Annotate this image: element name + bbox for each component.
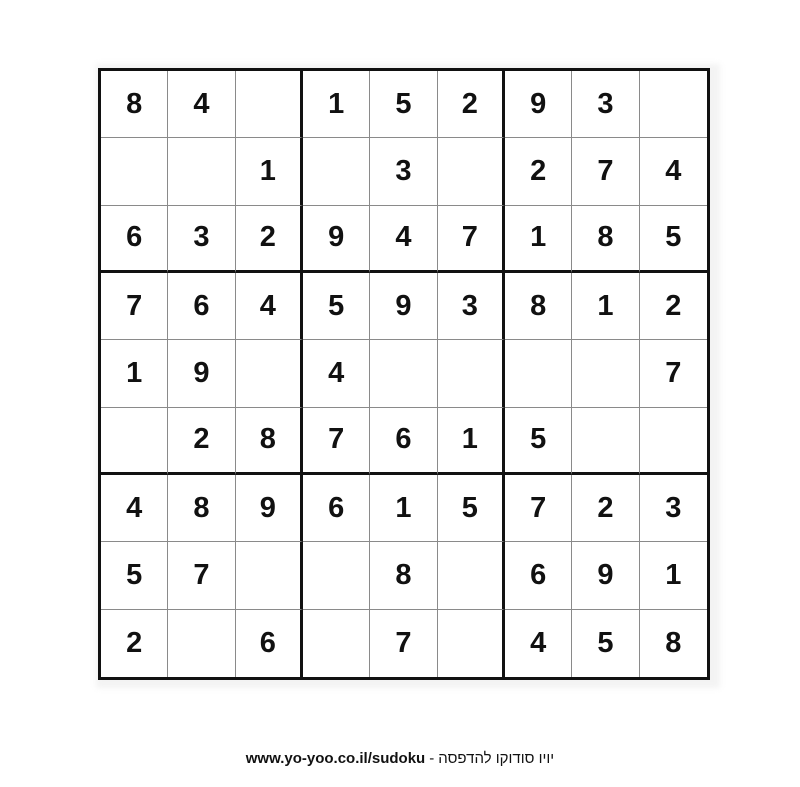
sudoku-cell-given: 4 bbox=[168, 71, 235, 138]
footer-url[interactable]: www.yo-yoo.co.il/sudoku bbox=[245, 750, 426, 767]
sudoku-cell-given: 3 bbox=[438, 273, 505, 340]
sudoku-cell-given: 1 bbox=[370, 475, 437, 542]
sudoku-cell-empty[interactable] bbox=[438, 340, 505, 407]
sudoku-cell-empty[interactable] bbox=[438, 610, 505, 677]
sudoku-cell-given: 7 bbox=[101, 273, 168, 340]
sudoku-cell-given: 3 bbox=[572, 71, 639, 138]
sudoku-cell-given: 1 bbox=[505, 206, 572, 273]
footer-separator: - bbox=[429, 750, 435, 767]
sudoku-cell-given: 4 bbox=[370, 206, 437, 273]
sudoku-cell-given: 8 bbox=[665, 626, 682, 659]
sudoku-cell-given: 1 bbox=[438, 408, 505, 475]
sudoku-cell-given: 6 bbox=[101, 206, 168, 273]
sudoku-cell-given: 2 bbox=[505, 138, 572, 205]
sudoku-cell-given: 7 bbox=[370, 610, 437, 677]
sudoku-cell-given: 4 bbox=[640, 138, 707, 205]
sudoku-cell-given: 1 bbox=[101, 340, 168, 407]
sudoku-cell-given: 2 bbox=[640, 273, 707, 340]
sudoku-cell-given: 2 bbox=[101, 610, 168, 677]
sudoku-cell-empty[interactable] bbox=[303, 610, 370, 677]
sudoku-cell-given: 2 bbox=[168, 408, 235, 475]
sudoku-cell-given: 1 bbox=[572, 273, 639, 340]
sudoku-cell-given: 6 bbox=[370, 408, 437, 475]
sudoku-cell-given: 7 bbox=[438, 206, 505, 273]
sudoku-cell-given: 8 bbox=[168, 475, 235, 542]
sudoku-cell-given: 6 bbox=[236, 610, 303, 677]
sudoku-cell-empty[interactable] bbox=[236, 71, 303, 138]
sudoku-cell-given: 5 bbox=[438, 475, 505, 542]
sudoku-cell-empty[interactable] bbox=[370, 340, 437, 407]
sudoku-cell-empty[interactable] bbox=[438, 138, 505, 205]
sudoku-board bbox=[98, 68, 710, 680]
sudoku-cell-given: 1 bbox=[303, 71, 370, 138]
sudoku-cell-given: 8 bbox=[370, 542, 437, 609]
sudoku-cell-given: 5 bbox=[572, 610, 639, 677]
sudoku-cell-given: 8 bbox=[236, 408, 303, 475]
sudoku-cell-empty[interactable] bbox=[640, 408, 707, 475]
sudoku-cell-given: 2 bbox=[236, 206, 303, 273]
sudoku-cell-empty[interactable] bbox=[101, 138, 168, 205]
sudoku-cell-empty[interactable] bbox=[236, 542, 303, 609]
sudoku-cell-given: 3 bbox=[168, 206, 235, 273]
sudoku-cell-given: 7 bbox=[640, 340, 707, 407]
sudoku-cell-empty[interactable] bbox=[303, 542, 370, 609]
sudoku-cell-given: 2 bbox=[438, 71, 505, 138]
sudoku-cell-given: 6 bbox=[303, 475, 370, 542]
sudoku-cell-given: 9 bbox=[370, 273, 437, 340]
sudoku-cell-given: 9 bbox=[168, 340, 235, 407]
sudoku-cell-empty[interactable] bbox=[236, 340, 303, 407]
sudoku-cell-empty[interactable] bbox=[572, 408, 639, 475]
sudoku-cell-given: 4 bbox=[505, 610, 572, 677]
sudoku-cell-empty[interactable] bbox=[640, 71, 707, 138]
sudoku-cell-given: 3 bbox=[370, 138, 437, 205]
sudoku-cell-given: 1 bbox=[640, 542, 707, 609]
sudoku-cell-given: 4 bbox=[101, 475, 168, 542]
sudoku-cell-given: 2 bbox=[572, 475, 639, 542]
sudoku-cell-given: 1 bbox=[236, 138, 303, 205]
sudoku-cell-empty[interactable] bbox=[438, 542, 505, 609]
sudoku-cell-given: 4 bbox=[303, 340, 370, 407]
sudoku-cell-given: 7 bbox=[572, 138, 639, 205]
sudoku-cell-given: 3 bbox=[640, 475, 707, 542]
sudoku-cell-empty[interactable] bbox=[303, 138, 370, 205]
sudoku-cell-given: 5 bbox=[101, 542, 168, 609]
footer-caption: יויו סודוקו להדפסה bbox=[438, 750, 555, 767]
sudoku-cell-given: 9 bbox=[303, 206, 370, 273]
sudoku-cell-given: 9 bbox=[505, 71, 572, 138]
sudoku-cell-given: 5 bbox=[370, 71, 437, 138]
sudoku-cell-empty[interactable] bbox=[572, 340, 639, 407]
sudoku-cell-given: 9 bbox=[236, 475, 303, 542]
sudoku-cell-given: 8 bbox=[101, 71, 168, 138]
footer bbox=[0, 750, 800, 767]
sudoku-cell-given: 8 bbox=[572, 206, 639, 273]
sudoku-cell-given: 6 bbox=[505, 542, 572, 609]
sudoku-cell-given: 8 bbox=[505, 273, 572, 340]
sudoku-cell-given: 5 bbox=[303, 273, 370, 340]
sudoku-cell-given: 7 bbox=[505, 475, 572, 542]
sudoku-cell-empty[interactable] bbox=[101, 408, 168, 475]
sudoku-cell-empty[interactable] bbox=[505, 340, 572, 407]
sudoku-cell-given: 6 bbox=[168, 273, 235, 340]
sudoku-cell-given: 9 bbox=[572, 542, 639, 609]
sudoku-cell-empty[interactable] bbox=[168, 610, 235, 677]
sudoku-cell-given: 7 bbox=[168, 542, 235, 609]
sudoku-cell-given: 4 bbox=[236, 273, 303, 340]
sudoku-cell-given: 7 bbox=[303, 408, 370, 475]
sudoku-cell-given: 5 bbox=[505, 408, 572, 475]
sudoku-cell-given: 5 bbox=[640, 206, 707, 273]
sudoku-cell-empty[interactable] bbox=[168, 138, 235, 205]
